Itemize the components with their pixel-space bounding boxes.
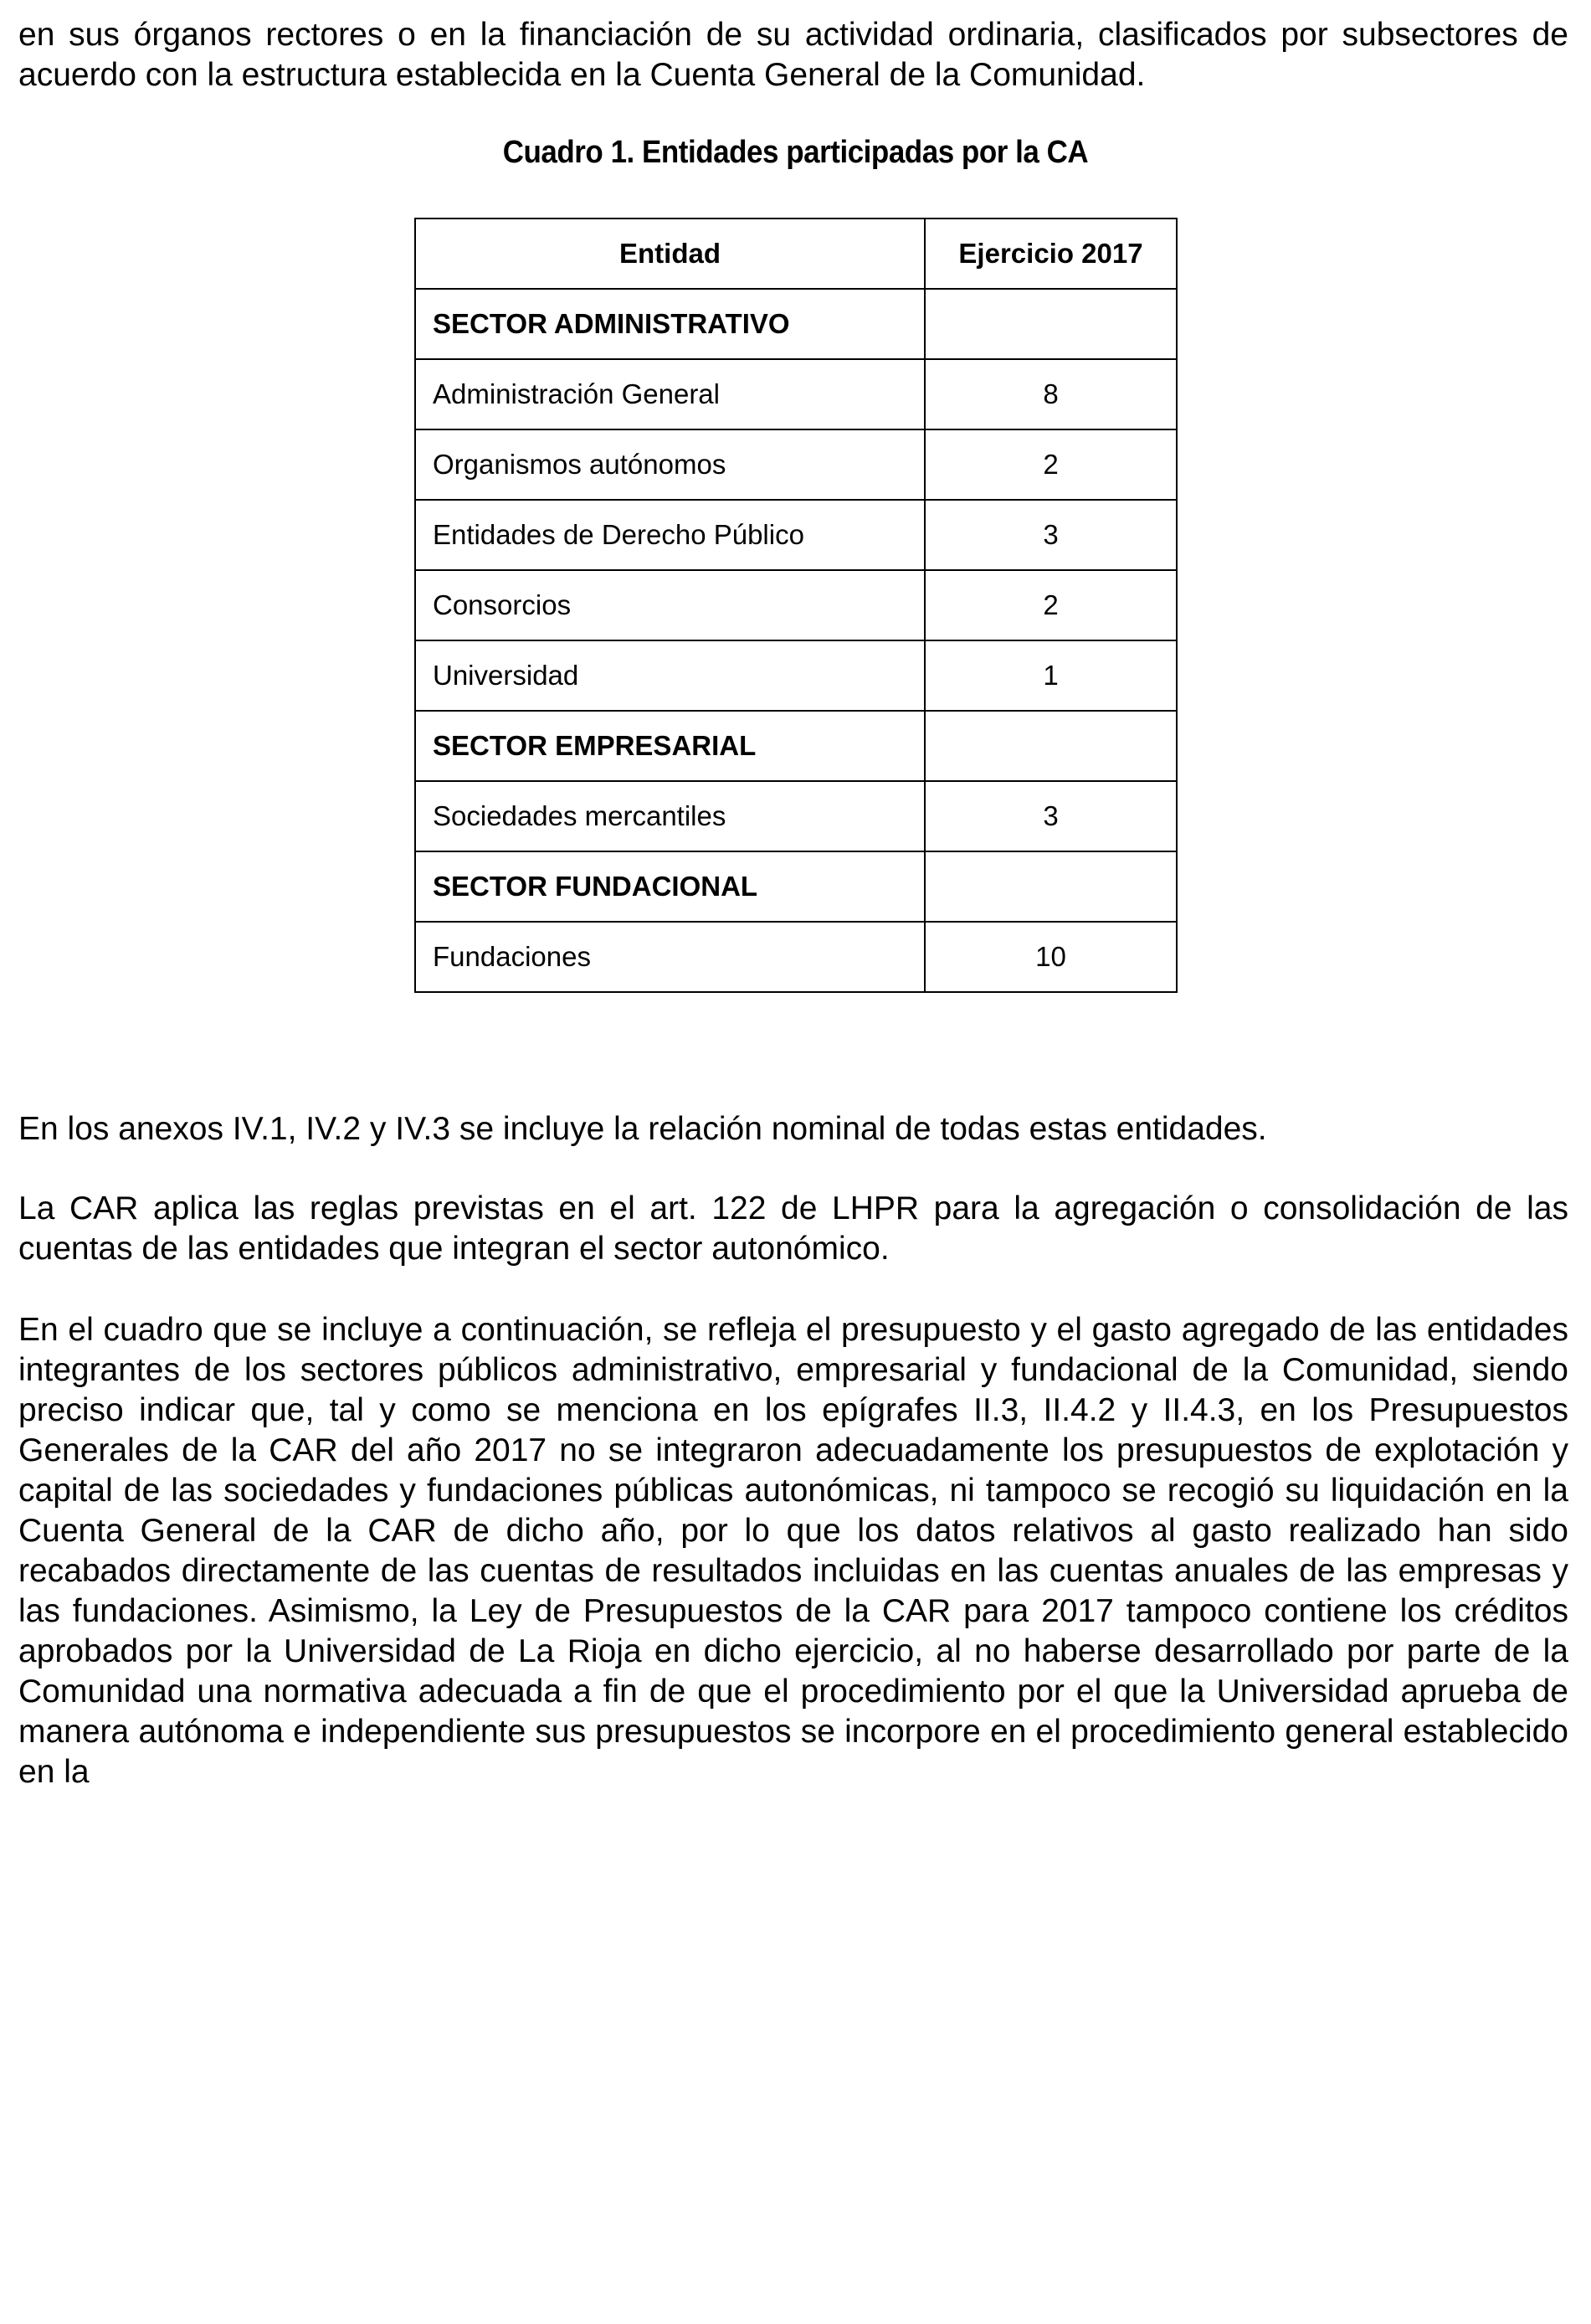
table-row <box>415 359 1177 429</box>
table-header-row <box>415 219 1177 289</box>
table-row <box>415 781 1177 851</box>
row-entity-count <box>925 711 1177 781</box>
budget-paragraph: En el cuadro que se incluye a continuación, se refleja el presupuesto y el gasto agregado de las entidades integrantes de los sectores públicos administrativo, empresarial y fundacional de la Comunidad, siendo preciso indicar que, tal y como se menciona en los epígrafes II.3, II.4.2 y II.4.3, en los Presupuestos Generales de la CAR del año 2017 no se integraron adecuadamente los presupuestos de explotación y capital de las sociedades y fundaciones públicas autonómicas, ni tampoco se recogió su liquidación en la Cuenta General de la CAR de dicho año, por lo que los datos relativos al gasto realizado han sido recabados directamente de las cuentas de resultados incluidas en las cuentas anuales de las empresas y las fundaciones. Asimismo, la Ley de Presupuestos de la CAR para 2017 tampoco contiene los créditos aprobados por la Universidad de La Rioja en dicho ejercicio, al no haberse desarrollado por parte de la Comunidad una normativa adecuada a fin de que el procedimiento por el que la Universidad aprueba de manera autónoma e independiente sus presupuestos se incorpore en el procedimiento general establecido en la <box>18 1312 1568 1790</box>
row-entity-name: SECTOR FUNDACIONAL <box>415 851 925 922</box>
table-row <box>415 640 1177 711</box>
row-entity-count <box>925 851 1177 922</box>
table-row <box>415 429 1177 500</box>
annex-paragraph: En los anexos IV.1, IV.2 y IV.3 se incluye la relación nominal de todas estas entidades. <box>18 1111 1267 1147</box>
row-entity-name: SECTOR EMPRESARIAL <box>415 711 925 781</box>
entities-table <box>414 218 1178 993</box>
consolidation-paragraph: La CAR aplica las reglas previstas en el art. 122 de LHPR para la agregación o consolidación de las cuentas de las entidades que integran el sector autonómico. <box>18 1190 1568 1267</box>
table-row <box>415 500 1177 570</box>
row-entity-count <box>925 289 1177 359</box>
row-entity-count: 2 <box>925 570 1177 640</box>
row-entity-count: 1 <box>925 640 1177 711</box>
table-row <box>415 851 1177 922</box>
row-entity-name: Organismos autónomos <box>415 429 925 500</box>
row-entity-count: 10 <box>925 922 1177 992</box>
intro-paragraph: en sus órganos rectores o en la financiación de su actividad ordinaria, clasificados por subsectores de acuerdo con la estructura establecida en la Cuenta General de la Comunidad. <box>18 17 1568 93</box>
table-row <box>415 711 1177 781</box>
row-entity-name: Administración General <box>415 359 925 429</box>
row-entity-name: Fundaciones <box>415 922 925 992</box>
row-entity-name: SECTOR ADMINISTRATIVO <box>415 289 925 359</box>
header-ejercicio: Ejercicio 2017 <box>925 219 1177 289</box>
row-entity-count: 2 <box>925 429 1177 500</box>
row-entity-count: 3 <box>925 781 1177 851</box>
row-entity-name: Sociedades mercantiles <box>415 781 925 851</box>
table-row <box>415 570 1177 640</box>
table-row <box>415 922 1177 992</box>
row-entity-name: Consorcios <box>415 570 925 640</box>
row-entity-count: 8 <box>925 359 1177 429</box>
row-entity-name: Entidades de Derecho Público <box>415 500 925 570</box>
table-caption: Cuadro 1. Entidades participadas por la CA <box>502 135 1089 170</box>
table-row <box>415 289 1177 359</box>
header-entidad: Entidad <box>415 219 925 289</box>
row-entity-name: Universidad <box>415 640 925 711</box>
row-entity-count: 3 <box>925 500 1177 570</box>
